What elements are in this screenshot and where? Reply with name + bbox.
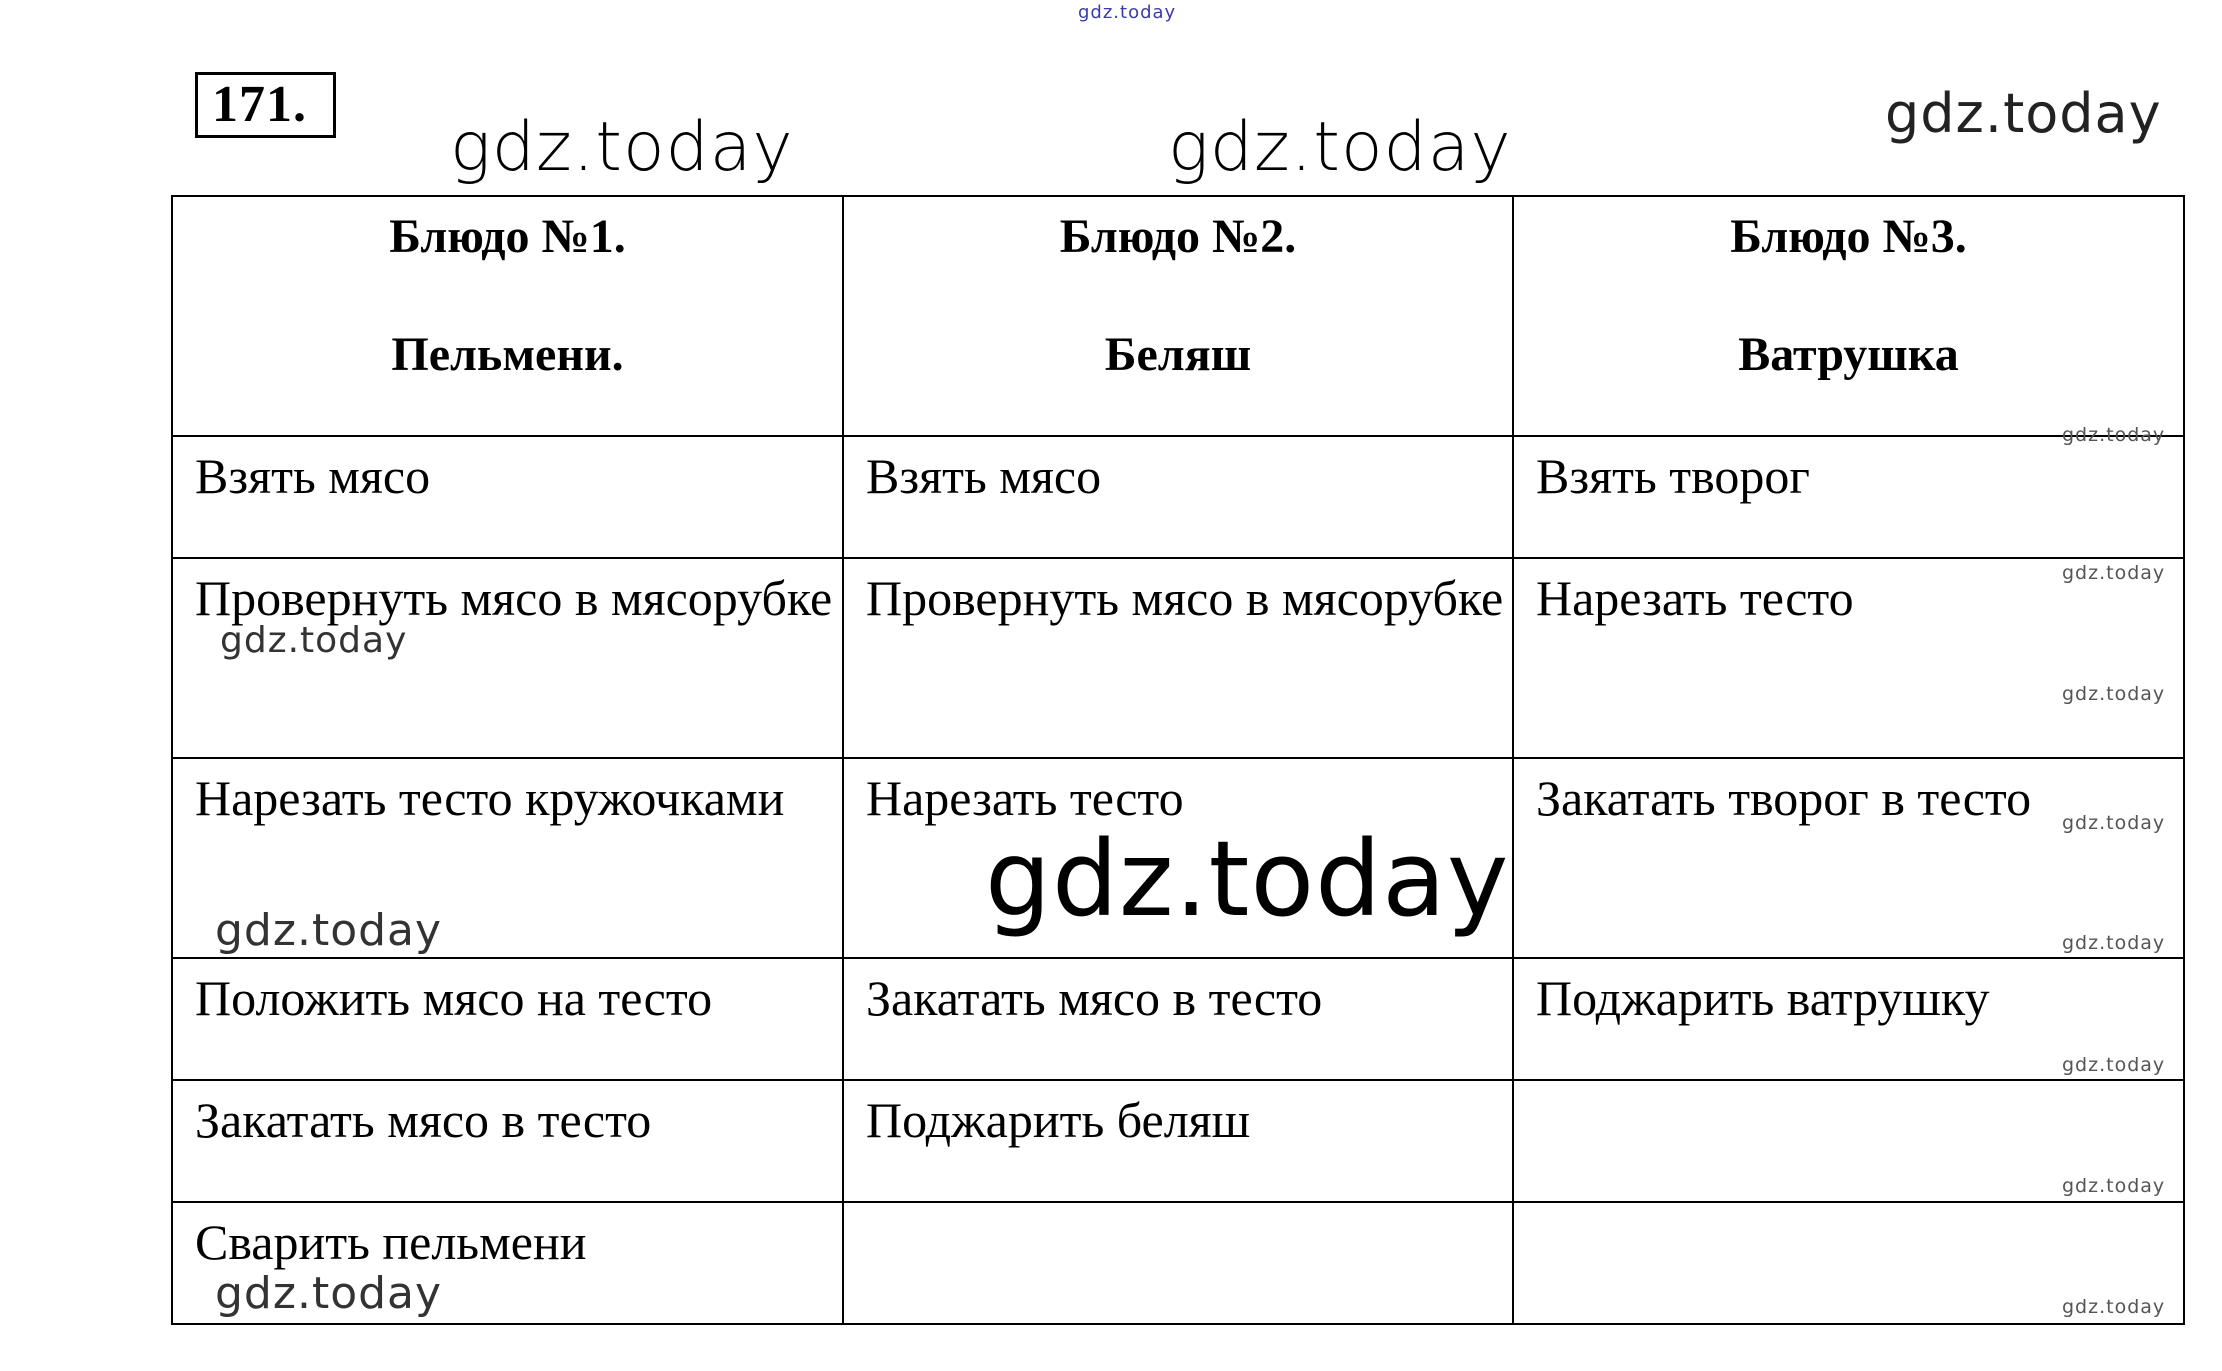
table-row (172, 1080, 2184, 1202)
watermark-header-middle: gdz.today (1168, 108, 1512, 187)
watermark-side: gdz.today (2062, 812, 2166, 834)
problem-number: 171. (195, 72, 336, 138)
column-header (843, 196, 1513, 436)
watermark-cell: gdz.today (215, 1268, 443, 1319)
dish-number: Блюдо №2. (1059, 210, 1297, 263)
table-cell: Закатать мясо в тесто (172, 1080, 843, 1202)
table-cell (843, 1202, 1513, 1324)
table-cell: Поджарить беляш (843, 1080, 1513, 1202)
table-cell: Закатать творог в тесто (1513, 758, 2184, 958)
watermark-side: gdz.today (2062, 683, 2166, 705)
watermark-cell: gdz.today (220, 620, 408, 661)
table-cell: Нарезать тесто (1513, 558, 2184, 758)
table-cell: Положить мясо на тесто (172, 958, 843, 1080)
dish-name: Ватрушка (1738, 328, 1959, 381)
table-cell: Взять мясо (843, 436, 1513, 558)
table-row (172, 958, 2184, 1080)
table-row (172, 558, 2184, 758)
watermark-cell: gdz.today (215, 905, 443, 956)
column-header (172, 196, 843, 436)
watermark-side: gdz.today (2062, 562, 2166, 584)
watermark-side: gdz.today (2062, 1296, 2166, 1318)
watermark-top: gdz.today (1078, 2, 1177, 23)
watermark-center: gdz.today (985, 818, 1510, 940)
watermark-header-right: gdz.today (1885, 82, 2162, 145)
dish-name: Беляш (1104, 328, 1252, 381)
watermark-side: gdz.today (2062, 1054, 2166, 1076)
table-cell: Взять творог (1513, 436, 2184, 558)
table-header-row (172, 196, 2184, 436)
watermark-header-left: gdz.today (450, 108, 794, 187)
dish-number: Блюдо №3. (1730, 210, 1967, 263)
watermark-side: gdz.today (2062, 932, 2166, 954)
dish-number: Блюдо №1. (389, 210, 626, 263)
watermark-side: gdz.today (2062, 1175, 2166, 1197)
table-row (172, 436, 2184, 558)
dish-name: Пельмени. (391, 328, 624, 381)
watermark-side: gdz.today (2062, 424, 2166, 446)
table-cell: Нарезать тесто кружочками (172, 758, 843, 958)
recipe-steps-table (171, 195, 2185, 1325)
table-cell: Закатать мясо в тесто (843, 958, 1513, 1080)
table-row (172, 1202, 2184, 1324)
table-cell: Провернуть мясо в мясорубке (172, 558, 843, 758)
table-cell: Поджарить ватрушку (1513, 958, 2184, 1080)
table-cell: Взять мясо (172, 436, 843, 558)
column-header (1513, 196, 2184, 436)
table-cell: Нарезать тесто (843, 758, 1513, 958)
table-cell: Провернуть мясо в мясорубке (843, 558, 1513, 758)
table-cell: Сварить пельмени (172, 1202, 843, 1324)
